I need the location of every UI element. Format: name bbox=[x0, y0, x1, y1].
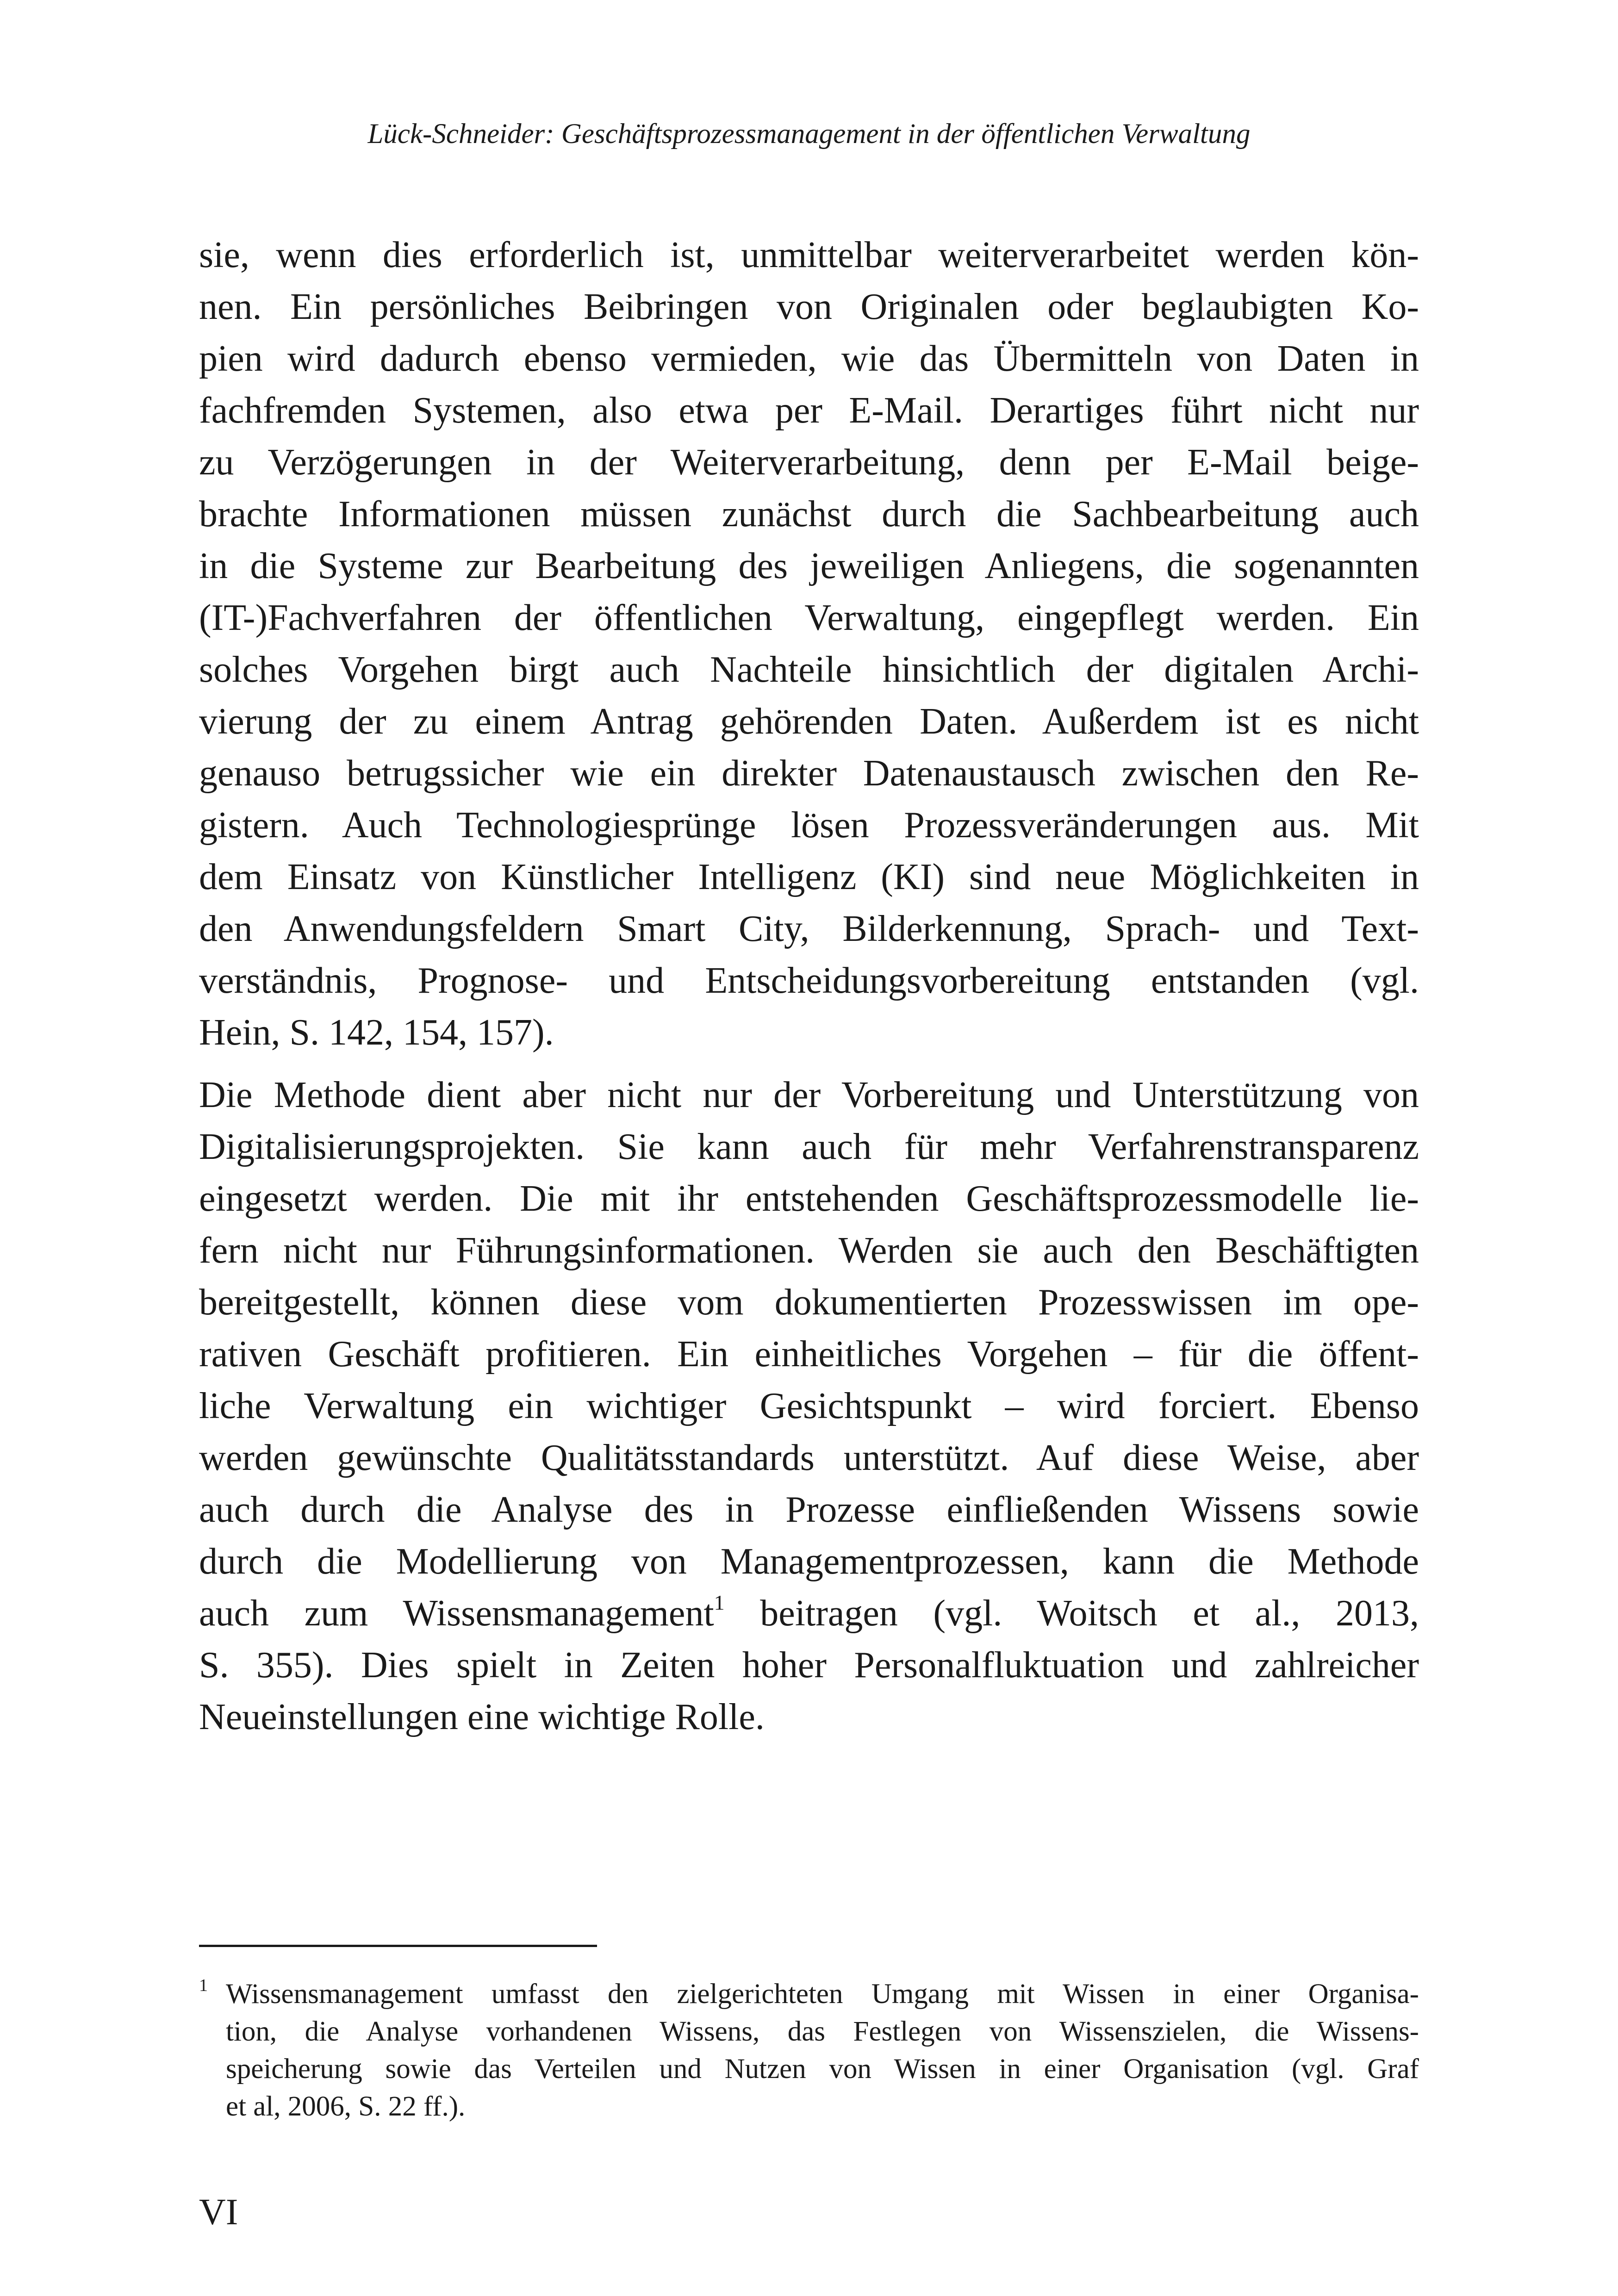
footnote-line: speicherung sowie das Verteilen und Nutzen von Wissen in einer Organisation (vgl. Graf bbox=[226, 2053, 1419, 2084]
page-number: VI bbox=[199, 2192, 238, 2233]
text-line: Hein, S. 142, 154, 157). bbox=[199, 1012, 554, 1053]
footnote-block bbox=[199, 1975, 1419, 2125]
text-line: den Anwendungsfeldern Smart City, Bilderkennung, Sprach- und Text- bbox=[199, 908, 1419, 949]
text-segment: auch zum Wissensmanagement bbox=[199, 1593, 714, 1634]
text-line: werden gewünschte Qualitätsstandards unterstützt. Auf diese Weise, aber bbox=[199, 1437, 1419, 1478]
running-head: Lück-Schneider: Geschäftsprozessmanagement in der öffentlichen Verwaltung bbox=[367, 118, 1251, 149]
text-line: brachte Informationen müssen zunächst durch die Sachbearbeitung auch bbox=[199, 494, 1419, 535]
text-line-with-footnote-ref bbox=[199, 1587, 1419, 1639]
text-line: liche Verwaltung ein wichtiger Gesichtspunkt – wird forciert. Ebenso bbox=[199, 1386, 1419, 1426]
text-line: dem Einsatz von Künstlicher Intelligenz (KI) sind neue Möglichkeiten in bbox=[199, 857, 1419, 897]
text-line: vierung der zu einem Antrag gehörenden Daten. Außerdem ist es nicht bbox=[199, 701, 1419, 742]
text-line: verständnis, Prognose- und Entscheidungsvorbereitung entstanden (vgl. bbox=[199, 960, 1419, 1001]
text-line: zu Verzögerungen in der Weiterverarbeitung, denn per E-Mail beige- bbox=[199, 442, 1419, 483]
text-line: auch durch die Analyse des in Prozesse einfließenden Wissens sowie bbox=[199, 1489, 1419, 1530]
paragraph-1 bbox=[199, 229, 1419, 1058]
text-line: (IT-)Fachverfahren der öffentlichen Verwaltung, eingepflegt werden. Ein bbox=[199, 597, 1419, 638]
text-line: Digitalisierungsprojekten. Sie kann auch für mehr Verfahrenstransparenz bbox=[199, 1126, 1419, 1167]
text-line: pien wird dadurch ebenso vermieden, wie das Übermitteln von Daten in bbox=[199, 338, 1419, 379]
text-line: rativen Geschäft profitieren. Ein einheitliches Vorgehen – für die öffent- bbox=[199, 1334, 1419, 1375]
text-line: S. 355). Dies spielt in Zeiten hoher Personalfluktuation und zahlreicher bbox=[199, 1645, 1419, 1686]
paragraph-gap bbox=[199, 1058, 1419, 1069]
text-line: eingesetzt werden. Die mit ihr entstehenden Geschäftsprozessmodelle lie- bbox=[199, 1178, 1419, 1219]
body-text bbox=[199, 229, 1419, 1743]
footnote-text: Wissensmanagement umfasst den zielgerichteten Umgang mit Wissen in einer Organisa- bbox=[226, 1979, 1419, 2010]
text-line: bereitgestellt, können diese vom dokumentierten Prozesswissen im ope- bbox=[199, 1282, 1419, 1323]
text-line: gistern. Auch Technologiesprünge lösen Prozessveränderungen aus. Mit bbox=[199, 805, 1419, 846]
text-line: solches Vorgehen birgt auch Nachteile hinsichtlich der digitalen Archi- bbox=[199, 649, 1419, 690]
text-line: Die Methode dient aber nicht nur der Vorbereitung und Unterstützung von bbox=[199, 1075, 1419, 1115]
text-line: genauso betrugssicher wie ein direkter Datenaustausch zwischen den Re- bbox=[199, 753, 1419, 794]
text-line: Neueinstellungen eine wichtige Rolle. bbox=[199, 1697, 765, 1737]
text-line: sie, wenn dies erforderlich ist, unmittelbar weiterverarbeitet werden kön- bbox=[199, 235, 1419, 275]
footnote-line: et al, 2006, S. 22 ff.). bbox=[226, 2091, 466, 2122]
footnote-reference[interactable]: 1 bbox=[714, 1591, 725, 1614]
text-line: fachfremden Systemen, also etwa per E-Mail. Derartiges führt nicht nur bbox=[199, 390, 1419, 431]
footnote-separator bbox=[199, 1945, 597, 1947]
text-line: durch die Modellierung von Managementprozessen, kann die Methode bbox=[199, 1541, 1419, 1582]
footnote-line: tion, die Analyse vorhandenen Wissens, das Festlegen von Wissenszielen, die Wissens- bbox=[226, 2016, 1419, 2047]
footnote-line: 1 Wissensmanagement umfasst den zielgerichteten Umgang mit Wissen in einer Organisa- bbox=[199, 1976, 1419, 2010]
paragraph-2 bbox=[199, 1069, 1419, 1743]
text-segment: beitragen (vgl. Woitsch et al., 2013, bbox=[724, 1593, 1419, 1634]
text-line: nen. Ein persönliches Beibringen von Originalen oder beglaubigten Ko- bbox=[199, 286, 1419, 327]
text-line: in die Systeme zur Bearbeitung des jeweiligen Anliegens, die sogenannten bbox=[199, 546, 1419, 586]
text-line: fern nicht nur Führungsinformationen. Werden sie auch den Beschäftigten bbox=[199, 1230, 1419, 1271]
